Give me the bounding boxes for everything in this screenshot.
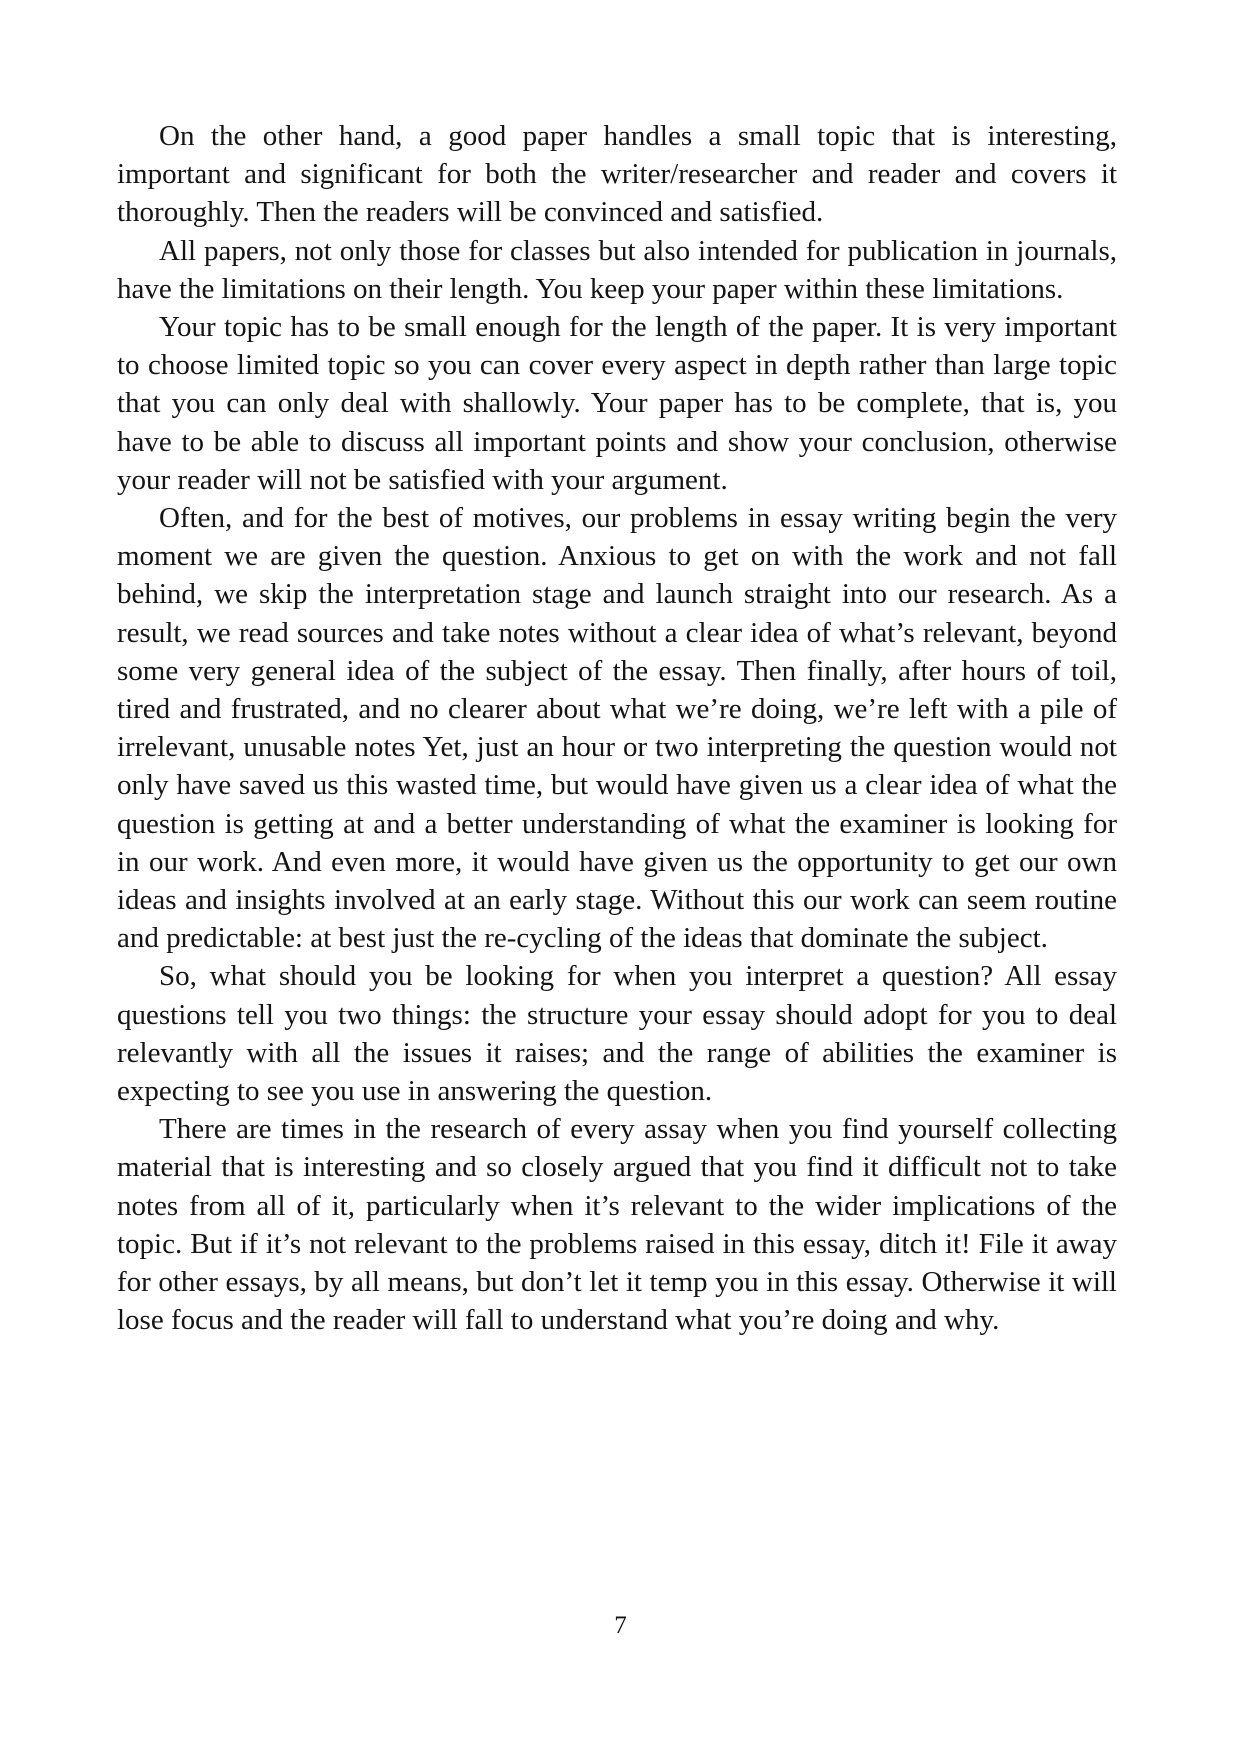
paragraph-3: Your topic has to be small enough for the length of the paper. It is very important to choose limited topic so you can cover every aspect in depth rather than large topic that you can only deal with shallowly. Your paper has to be complete, that is, you have to be able to discuss all important points and show your conclusion, otherwise your reader will not be satisfied with your argument. bbox=[117, 311, 1117, 496]
paragraph-6: There are times in the research of every assay when you find yourself collecting material that is interesting and so closely argued that you find it difficult not to take notes from all of it, particularly when it’s relevant to the wider implications of the topic. But if it’s not relevant to the problems raised in this essay, ditch it! File it away for other essays, by all means, but don’t let it temp you in this essay. Otherwise it will lose focus and the reader will fall to understand what you’re doing and why. bbox=[117, 1113, 1117, 1337]
page-number: 7 bbox=[614, 1612, 627, 1639]
body-text bbox=[117, 117, 1117, 1340]
paragraph-5: So, what should you be looking for when you interpret a question? All essay questions tell you two things: the structure your essay should adopt for you to deal relevantly with all the issues it raises; and the range of abilities the examiner is expecting to see you use in answering the question. bbox=[117, 960, 1117, 1108]
paragraph-2: All papers, not only those for classes but also intended for publication in journals, have the limitations on their length. You keep your paper within these limitations. bbox=[117, 234, 1117, 305]
paragraph-4: Often, and for the best of motives, our problems in essay writing begin the very moment we are given the question. Anxious to get on with the work and not fall behind, we skip the interpretation stage and launch straight into our research. As a result, we read sources and take notes without a clear idea of what’s relevant, beyond some very general idea of the subject of the essay. Then finally, after hours of toil, tired and frustrated, and no clearer about what we’re doing, we’re left with a pile of irrelevant, unusable notes Yet, just an hour or two interpreting the question would not only have saved us this wasted time, but would have given us a clear idea of what the question is getting at and a better understanding of what the examiner is looking for in our work. And even more, it would have given us the opportunity to get our own ideas and insights involved at an early stage. Without this our work can seem routine and predictable: at best just the re-cycling of the ideas that dominate the subject. bbox=[117, 502, 1117, 955]
paragraph-1: On the other hand, a good paper handles a small topic that is interesting, important and significant for both the writer/researcher and reader and covers it thoroughly. Then the readers will be convinced and satisfied. bbox=[117, 120, 1117, 229]
